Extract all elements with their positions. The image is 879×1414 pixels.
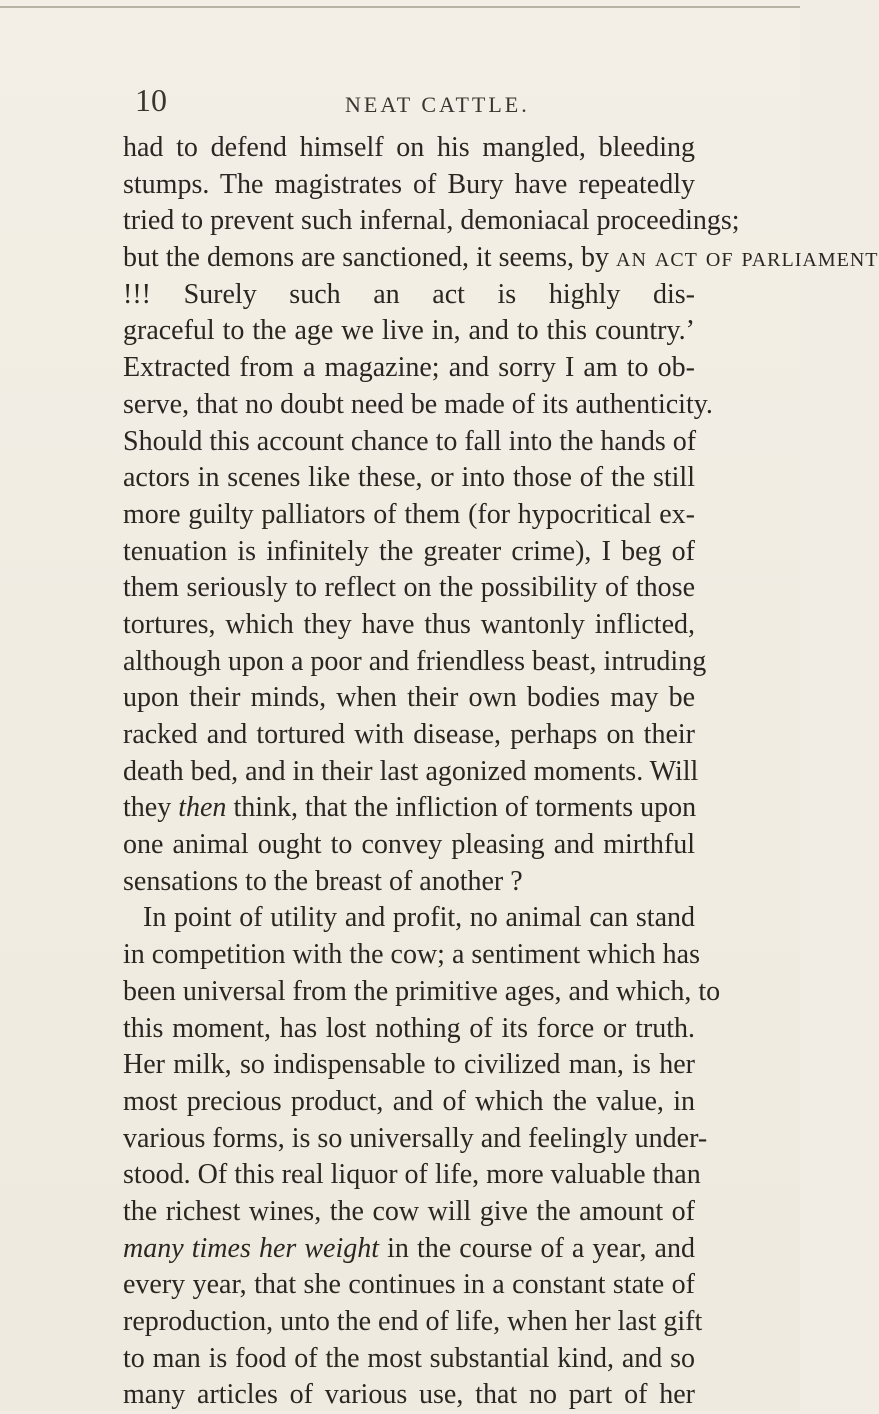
text-line: many articles of various use, that no part of her bbox=[123, 1379, 695, 1411]
text-line: graceful to the age we live in, and to this country.’ bbox=[123, 315, 695, 347]
top-rule bbox=[0, 6, 800, 8]
running-head-title: NEAT CATTLE. bbox=[345, 92, 530, 117]
text-line: the richest wines, the cow will give the amount of bbox=[123, 1195, 695, 1227]
text-line: !!! Surely such an act is highly dis- bbox=[123, 278, 695, 310]
body-text bbox=[123, 130, 879, 1414]
text-line: Her milk, so indispensable to civilized man, is her bbox=[123, 1049, 695, 1081]
text-line bbox=[123, 240, 879, 277]
text-line: serve, that no doubt need be made of its authenticity. bbox=[123, 388, 713, 420]
text-line: sensations to the breast of another ? bbox=[123, 865, 523, 897]
text-line: various forms, is so universally and feelingly under- bbox=[123, 1122, 708, 1154]
text-line: death bed, and in their last agonized moments. Will bbox=[123, 755, 699, 787]
text-line: actors in scenes like these, or into those of the still bbox=[123, 462, 695, 494]
paragraph-first-line: In point of utility and profit, no animal can stand bbox=[143, 902, 695, 934]
text-line: this moment, has lost nothing of its force or truth. bbox=[123, 1012, 695, 1044]
text-line: in competition with the cow; a sentiment which has bbox=[123, 939, 700, 971]
small-caps-text: an act of parliament bbox=[616, 242, 879, 274]
italic-text: then bbox=[178, 792, 227, 824]
text-line: been universal from the primitive ages, and which, to bbox=[123, 975, 721, 1007]
text-line bbox=[123, 790, 695, 827]
text-line: Extracted from a magazine; and sorry I am to ob- bbox=[123, 352, 695, 384]
text-line: Should this account chance to fall into the hands of bbox=[123, 425, 697, 457]
text-line: every year, that she continues in a constant state of bbox=[123, 1269, 695, 1301]
text-line: one animal ought to convey pleasing and mirthful bbox=[123, 829, 695, 861]
text-line: had to defend himself on his mangled, bleeding bbox=[123, 132, 695, 163]
text-line: tenuation is infinitely the greater crime), I beg of bbox=[123, 535, 695, 567]
text-line: stood. Of this real liquor of life, more valuable than bbox=[123, 1159, 701, 1191]
italic-text: many times her weight bbox=[123, 1232, 380, 1264]
text-line: tortures, which they have thus wantonly inflicted, bbox=[123, 608, 695, 640]
text-fragment: but the demons are sanctioned, it seems, by bbox=[123, 242, 609, 274]
page-number: 10 bbox=[135, 82, 167, 118]
text-line: more guilty palliators of them (for hypocritical ex- bbox=[123, 498, 695, 530]
text-line: racked and tortured with disease, perhaps on their bbox=[123, 719, 695, 750]
text-line: stumps. The magistrates of Bury have repeatedly bbox=[123, 168, 695, 200]
text-line: reproduction, unto the end of life, when her last gift bbox=[123, 1306, 703, 1337]
text-line bbox=[123, 1231, 695, 1268]
running-head bbox=[0, 80, 800, 120]
text-fragment: they bbox=[123, 792, 172, 824]
text-line: to man is food of the most substantial kind, and so bbox=[123, 1342, 695, 1374]
text-fragment: think, that the infliction of torments upon bbox=[233, 792, 697, 824]
text-line: them seriously to reflect on the possibility of those bbox=[123, 572, 695, 604]
text-line: although upon a poor and friendless beast, intruding bbox=[123, 645, 707, 677]
text-line: upon their minds, when their own bodies may be bbox=[123, 682, 695, 714]
text-line: tried to prevent such infernal, demoniacal proceedings; bbox=[123, 205, 740, 237]
text-fragment: in the course of a year, and bbox=[387, 1232, 695, 1264]
text-line: most precious product, and of which the value, in bbox=[123, 1085, 695, 1117]
